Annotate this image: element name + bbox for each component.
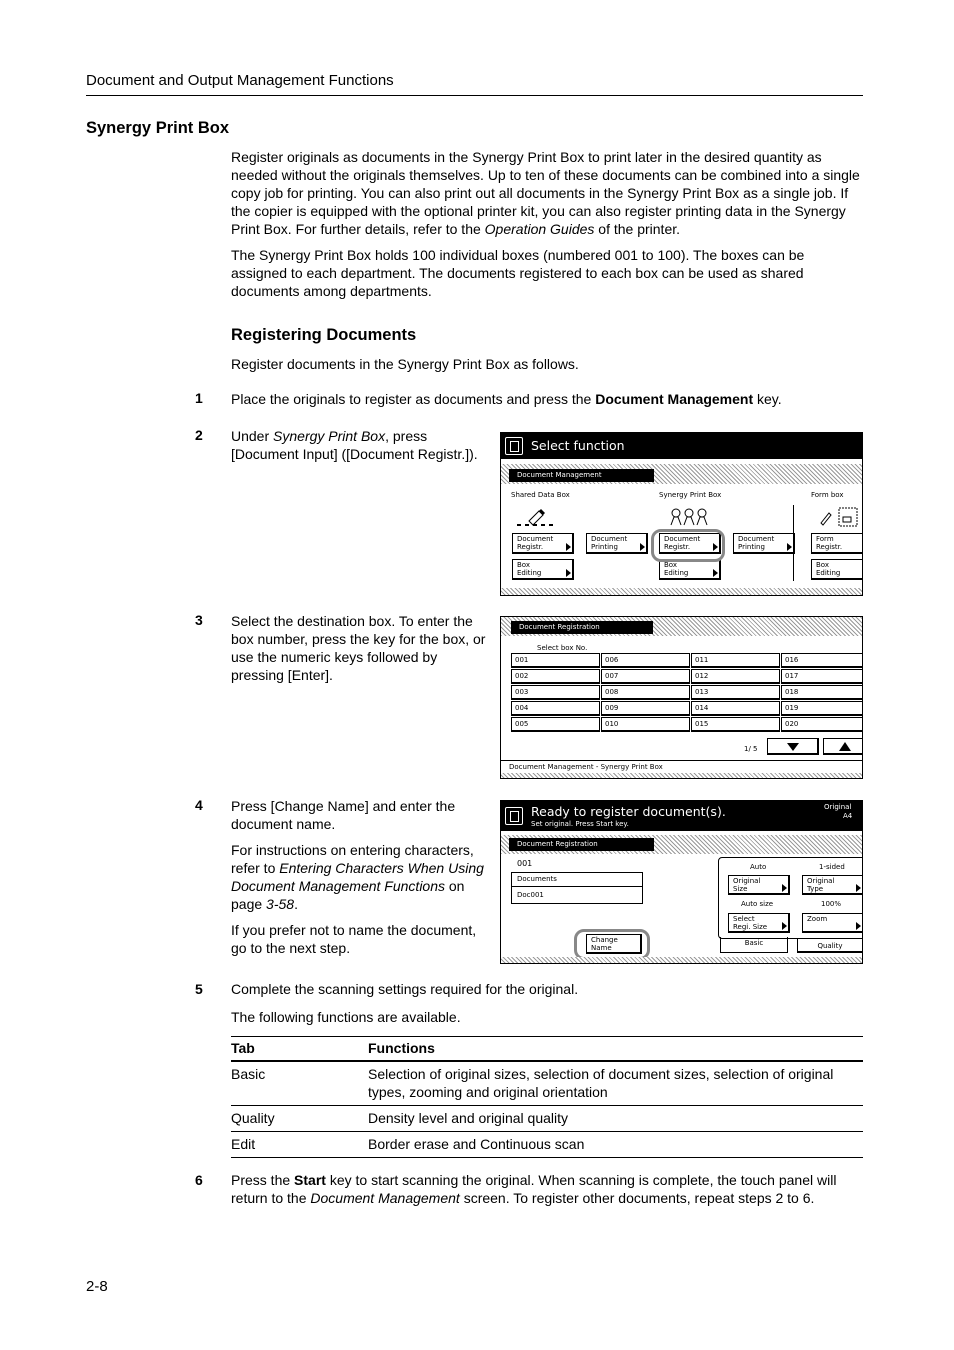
synergy-box-icon [669,507,709,527]
panel-subtitle: Set original. Press Start key. [531,820,629,828]
table-cell: Quality [231,1106,368,1132]
arrow-icon [713,569,718,577]
tab-basic[interactable]: Basic [720,937,788,953]
functions-table [231,1036,863,1158]
box-button[interactable]: 002 [511,669,600,684]
select-box-label: Select box No. [537,644,588,652]
document-name: Doc001 [517,891,544,899]
col-label-synergy-print-box: Synergy Print Box [659,491,722,499]
up-arrow-icon [824,739,863,754]
synergy-box-editing-button[interactable]: Box Editing [659,559,721,580]
document-icon [505,807,523,825]
tab-quality[interactable]: Quality [797,938,863,953]
original-label: Original [824,803,852,811]
step-number: 6 [195,1172,203,1188]
step-number: 2 [195,427,203,443]
table-cell: Selection of original sizes, selection of document sizes, selection of original types, zooming and original orientation [368,1061,863,1106]
synergy-document-printing-button[interactable]: Document Printing [733,533,795,554]
box-button[interactable]: 017 [781,669,863,684]
register-document-panel [500,800,863,964]
running-header: Document and Output Management Functions [86,72,394,89]
select-function-panel [500,432,863,596]
arrow-icon [856,922,861,930]
down-arrow-icon [768,739,818,754]
synergy-document-registr-button[interactable]: Document Registr. [659,533,721,554]
step-number: 5 [195,981,203,997]
arrow-icon [782,922,787,930]
zoom-value: 100% [821,900,842,908]
panel-tag: Document Management [509,469,654,482]
step-5-text: Complete the scanning settings required for the original. [231,981,579,997]
document-name-box [511,872,643,904]
panel-title: Ready to register document(s). [531,804,726,819]
original-size: A4 [843,812,853,820]
intro-paragraph-2: The Synergy Print Box holds 100 individual boxes (numbered 001 to 100). The boxes can be assigned to each department. The documents registered to each box can be used as shared documents among departments. [231,247,805,299]
step-3-text: Select the destination box. To enter the box number, press the key for the box, or use the numeric keys followed by pressing [Enter]. [231,613,486,683]
form-box-icon [819,507,859,527]
table-row [231,1061,863,1106]
arrow-icon [566,543,571,551]
panel-tag: Document Registration [509,838,654,851]
table-cell: Border erase and Continuous scan [368,1132,863,1158]
panel-title: Select function [531,438,625,453]
original-type-value: 1-sided [819,863,845,871]
box-button[interactable]: 007 [601,669,690,684]
select-regi-size-button[interactable]: Select Regi. Size [728,913,790,933]
arrow-icon [787,543,792,551]
arrow-icon [640,543,645,551]
box-button[interactable]: 001 [511,653,600,668]
hatch-band-bottom [501,957,863,964]
section-title: Synergy Print Box [86,119,230,137]
box-button[interactable]: 012 [691,669,780,684]
box-button[interactable]: 009 [601,701,690,716]
highlight-ring [574,929,650,960]
step-number: 3 [195,612,203,628]
page-number: 2-8 [86,1278,108,1295]
highlight-ring [651,529,725,562]
box-button[interactable]: 013 [691,685,780,700]
header-functions: Functions [368,1037,863,1062]
box-button[interactable]: 003 [511,685,600,700]
original-size-value: Auto [750,863,767,871]
form-registr-button[interactable]: Form Registr. [811,533,863,554]
step-4-paragraph-2: For instructions on entering characters, refer to Entering Characters When Using Document Management Functions on page 3-58. [231,842,484,912]
box-button[interactable]: 016 [781,653,863,668]
hatch-band-bottom [501,588,863,596]
box-button[interactable]: 008 [601,685,690,700]
panel-tag: Document Registration [511,621,653,634]
step-6-text: Press the Start key to start scanning the original. When scanning is complete, the touch panel will return to the Document Management screen. To register other documents, repeat steps 2 to 6. [231,1172,837,1206]
table-row [231,1106,863,1132]
box-button[interactable]: 015 [691,717,780,732]
table-cell: Edit [231,1132,368,1158]
shared-document-printing-button[interactable]: Document Printing [586,533,648,554]
table-row [231,1132,863,1158]
header-rule [86,95,863,96]
page-indicator: 1/ 5 [744,745,758,753]
box-button[interactable]: 018 [781,685,863,700]
original-size-button[interactable]: Original Size [728,875,790,895]
table-cell: Basic [231,1061,368,1106]
subsection-intro: Register documents in the Synergy Print Box as follows. [231,356,579,372]
panel-title-bar [501,433,862,459]
change-name-button[interactable]: Change Name [586,934,642,954]
table-cell: Density level and original quality [368,1106,863,1132]
regi-size-value: Auto size [741,900,774,908]
form-box-editing-button[interactable]: Box Editing [811,559,863,580]
arrow-icon [782,884,787,892]
step-2-text: Under Synergy Print Box, press [Document Input] ([Document Registr.]). [231,428,478,462]
breadcrumb: Document Management - Synergy Print Box [509,763,663,771]
step-number: 4 [195,797,203,813]
page-up-button[interactable] [823,738,863,755]
subsection-title: Registering Documents [231,326,417,344]
arrow-icon [856,884,861,892]
step-number: 1 [195,390,203,406]
original-type-button[interactable]: Original Type [802,875,863,895]
step-4-paragraph-3: If you prefer not to name the document, go to the next step. [231,922,477,956]
document-icon [505,437,523,455]
box-select-panel [500,616,863,779]
box-button[interactable]: 019 [781,701,863,716]
header-tab: Tab [231,1037,368,1062]
box-button[interactable]: 010 [601,717,690,732]
box-button[interactable]: 014 [691,701,780,716]
documents-label: Documents [517,875,557,883]
shared-box-icon [515,507,555,527]
shared-document-registr-button[interactable]: Document Registr. [512,533,574,554]
zoom-button[interactable]: Zoom [802,913,863,933]
hatch-band-bottom [501,773,863,779]
step-1-text: Place the originals to register as documents and press the Document Management key. [231,391,782,407]
panel-title-bar [501,801,862,831]
footer-divider [501,760,863,761]
col-label-shared-data-box: Shared Data Box [511,491,570,499]
page-down-button[interactable] [767,738,819,755]
box-button[interactable]: 005 [511,717,600,732]
intro-paragraph-1: Register originals as documents in the Synergy Print Box to print later in the desired quantity as needed without the originals themselves. Up to ten of these documents can be combined into a single copy job for printing. You can also print out all documents in the Synergy Print Box as a single job. If the copier is equipped with the optional printer kit, you can also register printing data in the Synergy Print Box. For further details, refer to the Operation Guides of the printer. [231,149,860,237]
arrow-icon [566,569,571,577]
col-label-form-box: Form box [811,491,844,499]
divider [512,886,642,887]
box-button[interactable]: 006 [601,653,690,668]
shared-box-editing-button[interactable]: Box Editing [512,559,574,580]
box-number: 001 [517,859,533,868]
box-button[interactable]: 011 [691,653,780,668]
step-5-paragraph-2: The following functions are available. [231,1009,461,1025]
step-4-text: Press [Change Name] and enter the document name. [231,798,456,832]
box-button[interactable]: 004 [511,701,600,716]
table-header-row [231,1037,863,1062]
box-button[interactable]: 020 [781,717,863,732]
